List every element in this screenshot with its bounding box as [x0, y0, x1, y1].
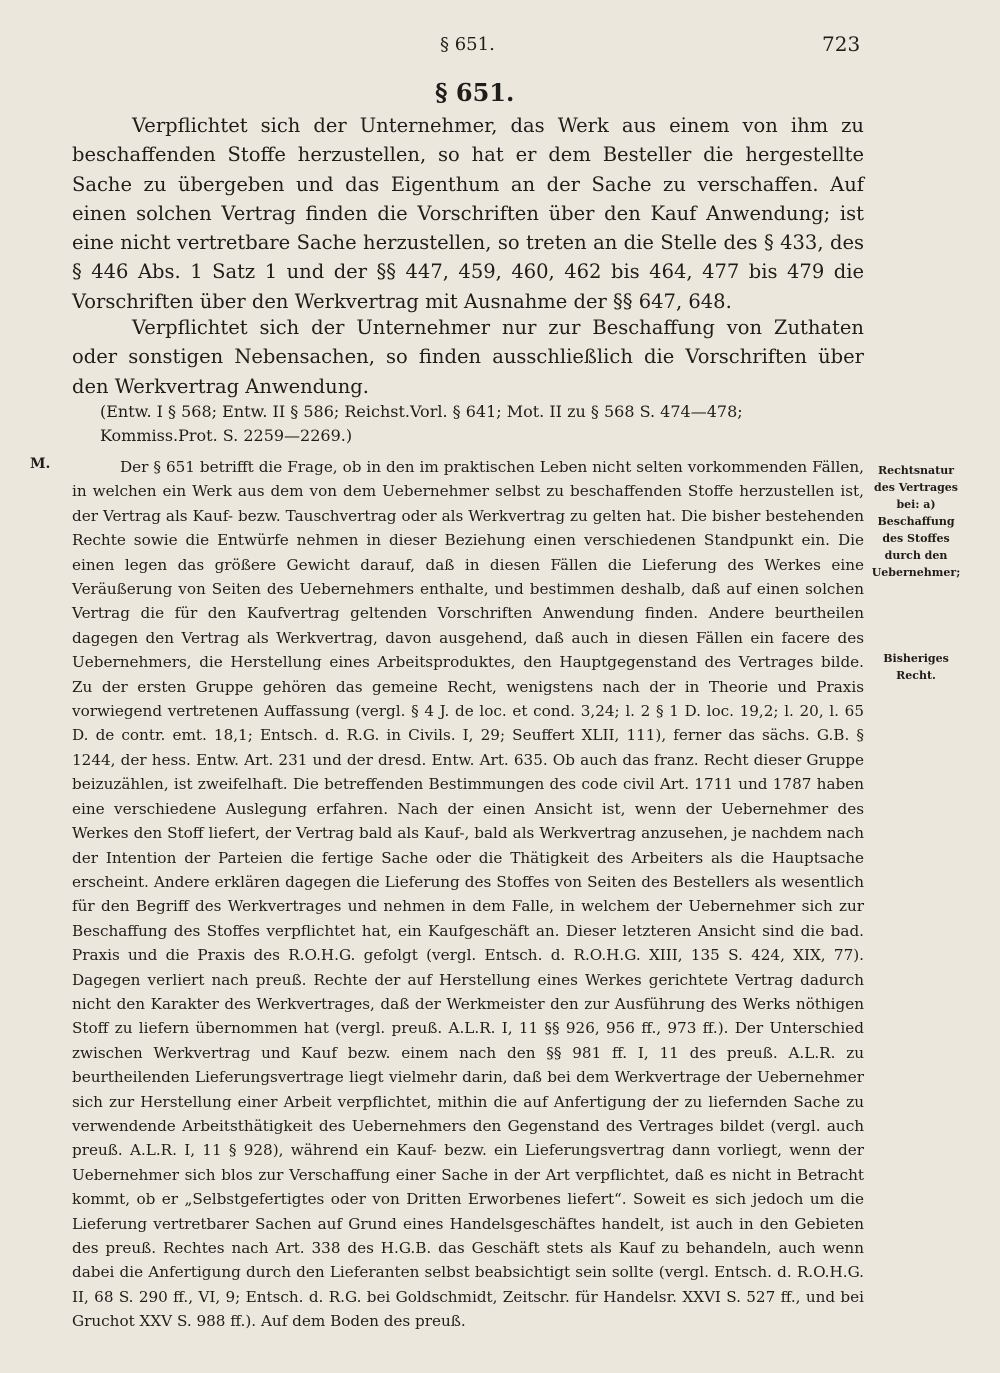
section-title: § 651.	[435, 78, 515, 107]
law-text-paragraph-1	[72, 111, 864, 316]
page-number: 723	[822, 32, 861, 56]
law-paragraph-2-text: Verpflichtet sich der Unternehmer nur zur Beschaffung von Zuthaten oder sonstigen Nebensachen, so finden ausschließlich die Vorschriften über den Werkvertrag Anwendung.	[72, 316, 864, 398]
margin-note-bisheriges-recht: Bisheriges Recht.	[883, 652, 949, 682]
commentary-block	[72, 455, 864, 1334]
commentary-text: Der § 651 betrifft die Frage, ob in den im praktischen Leben nicht selten vorkommenden Fällen, in welchen ein Werk aus dem von dem Uebernehmer selbst zu beschaffenden Stoffe herzustellen ist, der Vertrag als Kauf- bezw. Tauschvertrag oder als Werkvertrag zu gelten hat. Die bisher bestehenden Rechte sowie die Entwürfe nehmen in dieser Beziehung einen verschiedenen Standpunkt ein. Die einen legen das größere Gewicht darauf, daß in diesen Fällen die Lieferung des Werkes eine Veräußerung von Seiten des Uebernehmers enthalte, und bestimmen deshalb, daß auf einen solchen Vertrag die für den Kaufvertrag geltenden Vorschriften Anwendung finden. Andere beurtheilen dagegen den Vertrag als Werkvertrag, davon ausgehend, daß auch in diesen Fällen ein facere des Uebernehmers, die Herstellung eines Arbeitsproduktes, den Hauptgegenstand des Vertrages bilde. Zu der ersten Gruppe gehören das gemeine Recht, wenigstens nach der in Theorie und Praxis vorwiegend vertretenen Auffassung (vergl. § 4 J. de loc. et cond. 3,24; l. 2 § 1 D. loc. 19,2; l. 20, l. 65 D. de contr. emt. 18,1; Entsch. d. R.G. in Civils. I, 29; Seuffert XLII, 111), ferner das sächs. G.B. § 1244, der hess. Entw. Art. 231 und der dresd. Entw. Art. 635. Ob auch das franz. Recht dieser Gruppe beizuzählen, ist zweifelhaft. Die betreffenden Bestimmungen des code civil Art. 1711 und 1787 haben eine verschiedene Auslegung erfahren. Nach der einen Ansicht ist, wenn der Uebernehmer des Werkes den Stoff liefert, der Vertrag bald als Kauf-, bald als Werkvertrag anzusehen, je nachdem nach der Intention der Parteien die fertige Sache oder die Thätigkeit des Arbeiters als die Hauptsache erscheint. Andere erklären dagegen die Lieferung des Stoffes von Seiten des Bestellers als wesentlich für den Begriff des Werkvertrages und nehmen in dem Falle, in welchem der Uebernehmer sich zur Beschaffung des Stoffes verpflichtet hat, ein Kaufgeschäft an. Dieser letzteren Ansicht sind die bad. Praxis und die Praxis des R.O.H.G. gefolgt (vergl. Entsch. d. R.O.H.G. XIII, 135 S. 424, XIX, 77). Dagegen verliert nach preuß. Rechte der auf Herstellung eines Werkes gerichtete Vertrag dadurch nicht den Karakter des Werkvertrages, daß der Werkmeister den zur Ausführung des Werks nöthigen Stoff zu liefern übernommen hat (vergl. preuß. A.L.R. I, 11 §§ 926, 956 ff., 973 ff.). Der Unterschied zwischen Werkvertrag und Kauf bezw. einem nach den §§ 981 ff. I, 11 des preuß. A.L.R. zu beurtheilenden Lieferungsvertrage liegt vielmehr darin, daß bei dem Werkvertrage der Uebernehmer sich zur Herstellung einer Arbeit verpflichtet, mithin die auf Anfertigung der zu liefernden Sache zu verwendende Arbeitsthätigkeit des Uebernehmers den Gegenstand des Vertrages bildet (vergl. auch preuß. A.L.R. I, 11 § 928), während ein Kauf- bezw. ein Lieferungsvertrag dann vorliegt, wenn der Uebernehmer sich blos zur Verschaffung einer Sache in der Art verpflichtet, daß es nicht in Betracht kommt, ob er „Selbstgefertigtes oder von Dritten Erworbenes liefert“. Soweit es sich jedoch um die Lieferung vertretbarer Sachen auf Grund eines Handelsgeschäftes handelt, ist auch in den Gebieten des preuß. Rechtes nach Art. 338 des H.G.B. das Geschäft stets als Kauf zu behandeln, auch wenn dabei die Anfertigung durch den Lieferanten selbst beabsichtigt sein sollte (vergl. Entsch. d. R.O.H.G. II, 68 S. 290 ff., VI, 9; Entsch. d. R.G. bei Goldschmidt, Zeitschr. für Handelsr. XXVI S. 527 ff., und bei Gruchot XXV S. 988 ff.). Auf dem Boden des preuß.	[72, 458, 864, 1331]
motive-marker: M.	[30, 456, 51, 472]
source-reference-note: (Entw. I § 568; Entw. II § 586; Reichst.Vorl. § 641; Mot. II zu § 568 S. 474—478; Kommiss.Prot. S. 2259—2269.)	[100, 402, 743, 445]
margin-note-rechtsnatur: Rechtsnatur des Vertrages bei: a) Beschaffung des Stoffes durch den Uebernehmer;	[871, 464, 961, 579]
running-header-section: § 651.	[440, 34, 495, 55]
law-text-paragraph-2	[72, 313, 864, 401]
law-paragraph-1-text: Verpflichtet sich der Unternehmer, das Werk aus einem von ihm zu beschaffenden Stoffe herzustellen, so hat er dem Besteller die hergestellte Sache zu übergeben und das Eigenthum an der Sache zu verschaffen. Auf einen solchen Vertrag finden die Vorschriften über den Kauf Anwendung; ist eine nicht vertretbare Sache herzustellen, so treten an die Stelle des § 433, des § 446 Abs. 1 Satz 1 und der §§ 447, 459, 460, 462 bis 464, 477 bis 479 die Vorschriften über den Werkvertrag mit Ausnahme der §§ 647, 648.	[72, 114, 864, 313]
